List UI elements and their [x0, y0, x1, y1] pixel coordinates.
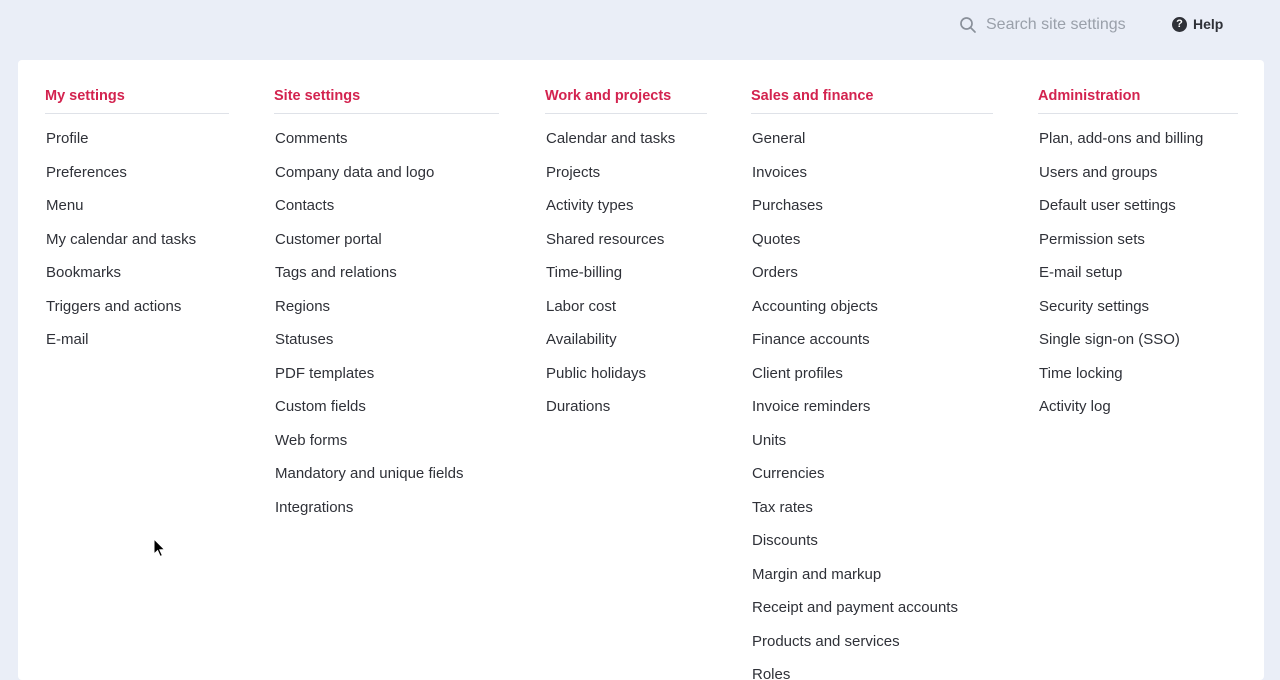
- settings-link[interactable]: Users and groups: [1039, 163, 1158, 181]
- settings-link[interactable]: Durations: [546, 398, 611, 415]
- settings-link[interactable]: Contacts: [275, 197, 335, 214]
- settings-link[interactable]: Tags and relations: [275, 264, 397, 281]
- settings-link[interactable]: Single sign-on (SSO): [1039, 331, 1180, 348]
- settings-link[interactable]: Plan, add-ons and billing: [1039, 130, 1204, 147]
- settings-list: [45, 126, 229, 361]
- settings-link[interactable]: Triggers and actions: [46, 297, 182, 315]
- settings-link[interactable]: Company data and logo: [275, 163, 435, 181]
- settings-link[interactable]: Tax rates: [752, 498, 813, 516]
- settings-link[interactable]: Customer portal: [275, 230, 382, 248]
- settings-link[interactable]: Time-billing: [546, 264, 623, 281]
- settings-link[interactable]: Purchases: [752, 197, 823, 214]
- settings-link[interactable]: Permission sets: [1039, 230, 1145, 248]
- settings-link[interactable]: Invoices: [752, 163, 808, 181]
- settings-link[interactable]: Integrations: [275, 498, 354, 516]
- column-site-settings: [274, 88, 499, 528]
- settings-link[interactable]: Margin and markup: [752, 565, 882, 583]
- column-title: Site settings: [274, 88, 499, 114]
- settings-list: [1038, 126, 1238, 428]
- settings-panel: [18, 60, 1264, 680]
- column-sales-and-finance: [751, 88, 993, 680]
- settings-link[interactable]: Roles: [752, 666, 791, 680]
- settings-link[interactable]: Menu: [46, 197, 84, 214]
- column-title: Work and projects: [545, 88, 707, 114]
- settings-link[interactable]: Receipt and payment accounts: [752, 599, 958, 616]
- settings-link[interactable]: Finance accounts: [752, 331, 870, 348]
- settings-link[interactable]: Comments: [275, 130, 348, 147]
- settings-link[interactable]: Quotes: [752, 230, 801, 248]
- settings-link[interactable]: Public holidays: [546, 364, 647, 382]
- settings-link[interactable]: Web forms: [275, 431, 348, 449]
- column-title: My settings: [45, 88, 229, 114]
- column-work-and-projects: [545, 88, 707, 428]
- settings-link[interactable]: PDF templates: [275, 364, 375, 382]
- settings-link[interactable]: Default user settings: [1039, 197, 1176, 214]
- settings-link[interactable]: Orders: [752, 264, 798, 281]
- column-title: Sales and finance: [751, 88, 993, 114]
- settings-link[interactable]: Calendar and tasks: [546, 130, 676, 147]
- column-administration: [1038, 88, 1238, 428]
- settings-link[interactable]: Availability: [546, 331, 617, 348]
- settings-link[interactable]: Regions: [275, 297, 331, 315]
- settings-link[interactable]: E-mail: [46, 331, 89, 348]
- settings-link[interactable]: Units: [752, 431, 787, 449]
- mouse-pointer-icon: [153, 538, 167, 558]
- settings-link[interactable]: Activity log: [1039, 398, 1111, 415]
- search-icon: [958, 15, 978, 35]
- settings-link[interactable]: Activity types: [546, 197, 634, 214]
- settings-list: [274, 126, 499, 528]
- settings-link[interactable]: Bookmarks: [46, 264, 122, 281]
- settings-link[interactable]: Discounts: [752, 532, 818, 549]
- help-button[interactable]: [1172, 16, 1223, 32]
- settings-link[interactable]: Profile: [46, 130, 89, 147]
- settings-link[interactable]: Products and services: [752, 632, 900, 650]
- help-label: Help: [1193, 16, 1224, 32]
- settings-list: [545, 126, 707, 428]
- column-title: Administration: [1038, 88, 1238, 114]
- column-my-settings: [45, 88, 229, 361]
- settings-list: [751, 126, 993, 680]
- settings-link[interactable]: Preferences: [46, 163, 127, 181]
- settings-link[interactable]: Accounting objects: [752, 297, 878, 315]
- question-circle-icon: ?: [1172, 17, 1187, 32]
- settings-link[interactable]: Projects: [546, 163, 601, 181]
- settings-link[interactable]: Currencies: [752, 465, 825, 482]
- settings-link[interactable]: Labor cost: [546, 297, 617, 315]
- settings-link[interactable]: Security settings: [1039, 297, 1150, 315]
- settings-link[interactable]: Custom fields: [275, 398, 366, 415]
- settings-link[interactable]: Client profiles: [752, 364, 843, 382]
- settings-link[interactable]: General: [752, 130, 806, 147]
- settings-link[interactable]: Mandatory and unique fields: [275, 465, 464, 482]
- settings-link[interactable]: Shared resources: [546, 230, 665, 248]
- search-input[interactable]: [986, 16, 1126, 34]
- settings-link[interactable]: My calendar and tasks: [46, 230, 197, 248]
- settings-link[interactable]: Statuses: [275, 331, 334, 348]
- settings-link[interactable]: E-mail setup: [1039, 264, 1123, 281]
- search-box[interactable]: [958, 12, 1130, 38]
- settings-link[interactable]: Invoice reminders: [752, 398, 871, 415]
- top-bar: [0, 0, 1280, 58]
- settings-link[interactable]: Time locking: [1039, 364, 1123, 382]
